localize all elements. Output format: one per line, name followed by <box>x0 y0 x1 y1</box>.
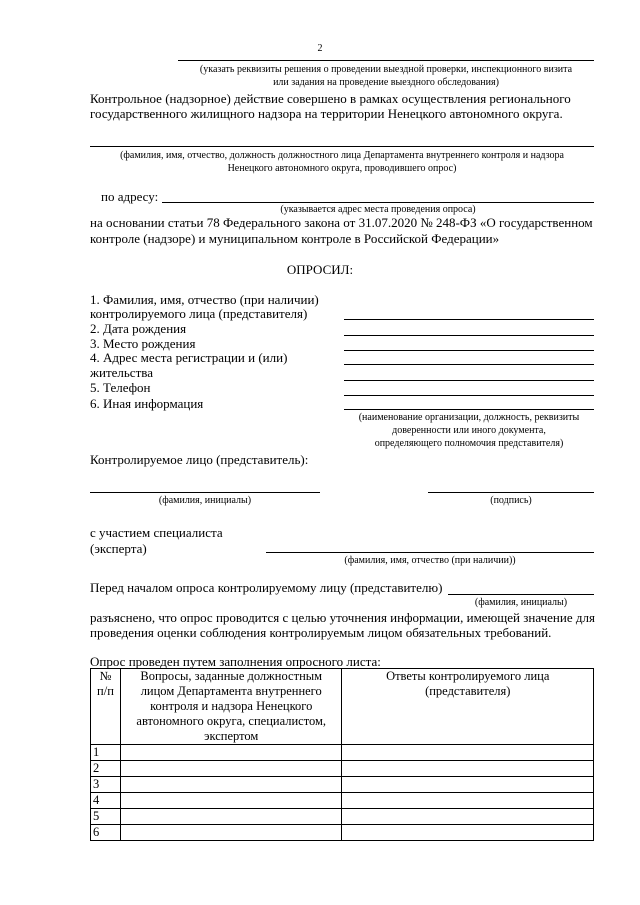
specialist-label-2: (эксперта) <box>90 541 147 556</box>
controlled-name-caption: (фамилия, инициалы) <box>158 495 252 506</box>
field-birth-place-line[interactable] <box>344 350 594 351</box>
questionnaire-table <box>90 668 594 841</box>
requisites-caption-1: (указать реквизиты решения о проведении выездной проверки, инспекционного визита <box>199 64 573 75</box>
table-cell-answer[interactable] <box>342 793 594 809</box>
table-header-questions: Вопросы, заданные должностным лицом Департамента внутреннего контроля и надзора Ненецкого автономного округа, специалистом, экспертом <box>120 669 342 745</box>
before-survey-line[interactable] <box>448 594 594 595</box>
field-full-name-label-2: контролируемого лица (представителя) <box>90 306 308 321</box>
field-phone-line[interactable] <box>344 395 594 396</box>
field-other-info-label: 6. Иная информация <box>90 396 204 411</box>
table-row-number: 4 <box>91 793 121 809</box>
table-cell-answer[interactable] <box>342 809 594 825</box>
table-cell-question[interactable] <box>120 745 342 761</box>
address-label: по адресу: <box>101 189 159 204</box>
intro-line-1: Контрольное (надзорное) действие совершено в рамках осуществления регионального <box>90 91 571 106</box>
field-full-name-label: 1. Фамилия, имя, отчество (при наличии) <box>90 292 319 307</box>
table-cell-answer[interactable] <box>342 745 594 761</box>
table-cell-question[interactable] <box>120 777 342 793</box>
controlled-name-line[interactable] <box>90 492 320 493</box>
requisites-line <box>178 60 594 61</box>
table-cell-answer[interactable] <box>342 825 594 841</box>
explained-line-1: разъяснено, что опрос проводится с целью уточнения информации, имеющей значение для <box>90 610 595 625</box>
other-info-caption-2: доверенности или иного документа, <box>392 425 546 436</box>
specialist-label-1: с участием специалиста <box>90 525 223 540</box>
specialist-caption: (фамилия, имя, отчество (при наличии)) <box>344 555 516 566</box>
table-cell-answer[interactable] <box>342 761 594 777</box>
table-row-number: 6 <box>91 825 121 841</box>
intro-line-2: государственного жилищного надзора на территории Ненецкого автономного округа. <box>90 106 563 121</box>
signature-caption: (подпись) <box>490 495 532 506</box>
field-address-line[interactable] <box>344 364 594 365</box>
table-cell-question[interactable] <box>120 761 342 777</box>
table-cell-question[interactable] <box>120 825 342 841</box>
field-birth-date-line[interactable] <box>344 335 594 336</box>
heading-oprosil: ОПРОСИЛ: <box>286 262 354 277</box>
requisites-caption-2: или задания на проведение выездного обследования) <box>273 77 499 88</box>
official-line <box>90 146 594 147</box>
table-row-number: 3 <box>91 777 121 793</box>
field-birth-place-label: 3. Место рождения <box>90 336 196 351</box>
table-cell-question[interactable] <box>120 793 342 809</box>
page-number: 2 <box>317 43 323 54</box>
specialist-line[interactable] <box>266 552 594 553</box>
field-full-name-line[interactable] <box>344 319 594 320</box>
table-row-number: 5 <box>91 809 121 825</box>
basis-line-1: на основании статьи 78 Федерального закона от 31.07.2020 № 248-ФЗ «О государственном <box>90 215 593 230</box>
field-other-info-line[interactable] <box>344 409 594 410</box>
table-cell-question[interactable] <box>120 809 342 825</box>
signature-line[interactable] <box>428 492 594 493</box>
table-header-answers: Ответы контролируемого лица (представителя) <box>342 669 594 745</box>
table-row-number: 1 <box>91 745 121 761</box>
field-address-label-2: жительства <box>90 365 153 380</box>
basis-line-2: контроле (надзоре) и муниципальном контроле в Российской Федерации» <box>90 231 500 246</box>
official-caption-2: Ненецкого автономного округа, проводившего опрос) <box>227 163 457 174</box>
table-cell-answer[interactable] <box>342 777 594 793</box>
field-phone-line-top[interactable] <box>344 380 594 381</box>
table-header-number: № п/п <box>91 669 121 745</box>
address-caption: (указывается адрес места проведения опроса) <box>280 204 476 215</box>
table-row-number: 2 <box>91 761 121 777</box>
survey-method: Опрос проведен путем заполнения опросного листа: <box>90 654 381 669</box>
controlled-person-label: Контролируемое лицо (представитель): <box>90 452 309 467</box>
field-address-label: 4. Адрес места регистрации и (или) <box>90 350 288 365</box>
other-info-caption-3: определяющего полномочия представителя) <box>374 438 564 449</box>
explained-line-2: проведения оценки соблюдения контролируемым лицом обязательных требований. <box>90 625 552 640</box>
before-survey-label: Перед началом опроса контролируемому лицу (представителю) <box>90 580 443 595</box>
other-info-caption-1: (наименование организации, должность, реквизиты <box>358 412 580 423</box>
before-survey-caption: (фамилия, инициалы) <box>474 597 568 608</box>
field-phone-label: 5. Телефон <box>90 380 151 395</box>
official-caption-1: (фамилия, имя, отчество, должность должностного лица Департамента внутреннего контроля и надзора <box>120 150 564 161</box>
field-birth-date-label: 2. Дата рождения <box>90 321 187 336</box>
